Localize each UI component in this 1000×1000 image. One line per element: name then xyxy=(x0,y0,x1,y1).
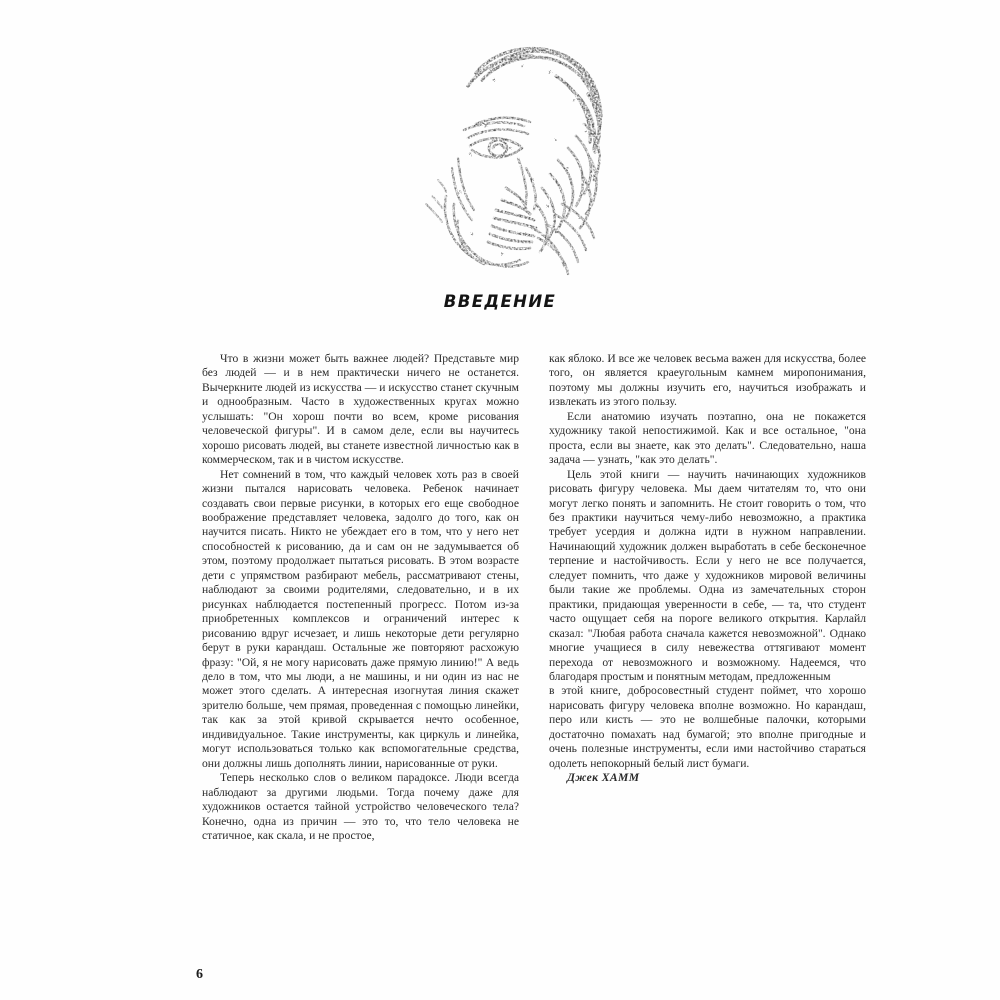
left-text-column xyxy=(202,352,519,843)
author-signature: Джек ХАММ xyxy=(567,771,640,785)
page-title: ВВЕДЕНИЕ xyxy=(443,292,557,311)
paragraph: Теперь несколько слов о великом парадоксе. Люди всегда наблюдают за другими людьми. Тогда почему даже для художников остается тайной устройство человеческого тела? Конечно, одна из причин — это то, что тело человека не статичное, как скала, и не простое, xyxy=(202,771,519,842)
paragraph: Цель этой книги — научить начинающих художников рисовать фигуру человека. Мы даем читателям то, что они могут легко понять и запомнить. Не стоит говорить о том, что без практики научиться чему-либо невозможно, а практика требует усердия и должна идти в нужном направлении. Начинающий художник должен выработать в себе бесконечное терпение и настойчивость. Если у него не все получается, следует помнить, что даже у художников мировой величины были такие же проблемы. Одна из замечательных сторон практики, придающая уверенности в себе, — та, что студент часто ощущает себя на пороге великого открытия. Карлайл сказал: "Любая работа сначала кажется невозможной". Однако многие учащиеся в силу невежества оттягивают момент перехода от невозможного и возможному. Надеемся, что благодаря простым и понятным методам, предложенным xyxy=(549,467,866,683)
page-number: 6 xyxy=(196,967,203,982)
body-columns xyxy=(202,352,866,932)
right-text-column xyxy=(549,352,866,786)
paragraph: как яблоко. И все же человек весьма важен для искусства, более того, он является краеугольным камнем миропонимания, поэтому мы должны изучить его, научиться изображать и извлекать из этого пользу. xyxy=(549,352,866,409)
paragraph: Нет сомнений в том, что каждый человек хоть раз в своей жизни пытался нарисовать человека. Ребенок начинает создавать свои первые рисунки, в которых его еще свободное воображение представляет человека, задолго до того, как он научится писать. Никто не убеждает его в том, что у него нет способностей к рисованию, да и сам он не задумывается об этом, поэтому продолжает пытаться рисовать. В этом возрасте дети с упрямством разбирают мебель, рассматривают стены, наблюдают за своими родителями, следовательно, и в их рисунках наблюдается постепенный прогресс. Потом из-за приобретенных комплексов и ограничений интерес к рисованию вдруг исчезает, и лишь некоторые дети регулярно берут в руки карандаш. Остальные же повторяют расхожую фразу: "Ой, я не могу нарисовать даже прямую линию!" А ведь дело в том, что мы люди, а не машины, и ни один из нас не может этого сделать. А интересная изогнутая линия скажет зрителю больше, чем прямая, проведенная с помощью линейки, так как за этой кривой скрывается нечто особенное, индивидуальное. Такие инструменты, как циркуль и линейка, могут использоваться только как вспомогательные средства, они должны лишь дополнять линии, нарисованные от руки. xyxy=(202,467,519,770)
paragraph: Если анатомию изучать поэтапно, она не покажется художнику такой непостижимой. Как и все остальное, "она проста, если вы знаете, как это делать". Следовательно, наша задача — узнать, "как это делать". xyxy=(549,409,866,467)
stippled-face-portrait-sketch xyxy=(398,28,628,286)
paragraph: в этой книге, добросовестный студент поймет, что хорошо нарисовать фигуру человека вполне возможно. Но карандаш, перо или кисть — это не волшебные палочки, которыми достаточно помахать над бумагой; это вполне пригодные и очень полезные инструменты, если ими настойчиво стараться одолеть непокорный белый лист бумаги. xyxy=(549,684,866,770)
paragraph: Что в жизни может быть важнее людей? Представьте мир без людей — и в нем практически ничего не останется. Вычеркните людей из искусства — и искусство станет скучным и однообразным. Часто в художественных кругах можно услышать: "Он хорош почти во всем, кроме рисования человеческой фигуры". И в самом деле, если вы научитесь хорошо рисовать людей, вы станете известной личностью как в коммерческом, так и в чистом искусстве. xyxy=(202,352,519,467)
